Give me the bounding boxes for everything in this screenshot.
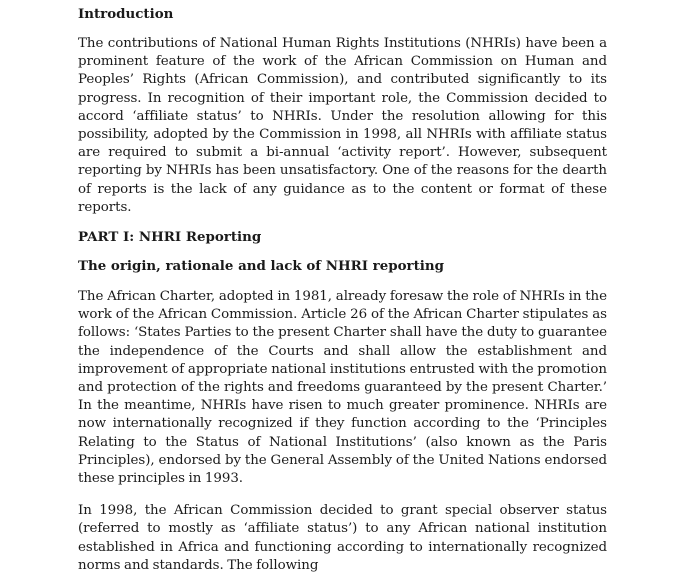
subsection-heading-origin: The origin, rationale and lack of NHRI reporting [78, 258, 444, 275]
document-page [78, 0, 607, 575]
paragraph-1998-affiliate-status: In 1998, the African Commission decided to grant special observer status (referred to mostly as ‘affiliate status’) to any African national institution established in Africa and functioning according to internationally recognized norms and standards. The following [78, 503, 607, 573]
section-heading-introduction: Introduction [78, 6, 174, 22]
paragraph-introduction: The contributions of National Human Rights Institutions (NHRIs) have been a prominent feature of the work of the African Commission on Human and Peoples’ Rights (African Commission), and contributed significantly to its progress. In recognition of their important role, the Commission decided to accord ‘affiliate status’ to NHRIs. Under the resolution allowing for this possibility, adopted by the Commission in 1998, all NHRIs with affiliate status are required to submit a bi-annual ‘activity report’. However, subsequent reporting by NHRIs has been unsatisfactory. One of the reasons for the dearth of reports is the lack of any guidance as to the content or format of these reports. [78, 36, 607, 215]
paragraph-african-charter: The African Charter, adopted in 1981, already foresaw the role of NHRIs in the work of the African Commission. Article 26 of the African Charter stipulates as follows: ‘States Parties to the present Charter shall have the duty to guarantee the independence of the Courts and shall allow the establishment and improvement of appropriate national institutions entrusted with the promotion and protection of the rights and freedoms guaranteed by the present Charter.’ In the meantime, NHRIs have risen to much greater prominence. NHRIs are now internationally recognized if they function according to the ‘Principles Relating to the Status of National Institutions’ (also known as the Paris Principles), endorsed by the General Assembly of the United Nations endorsed these principles in 1993. [78, 289, 607, 487]
section-heading-part-1: PART I: NHRI Reporting [78, 229, 262, 246]
